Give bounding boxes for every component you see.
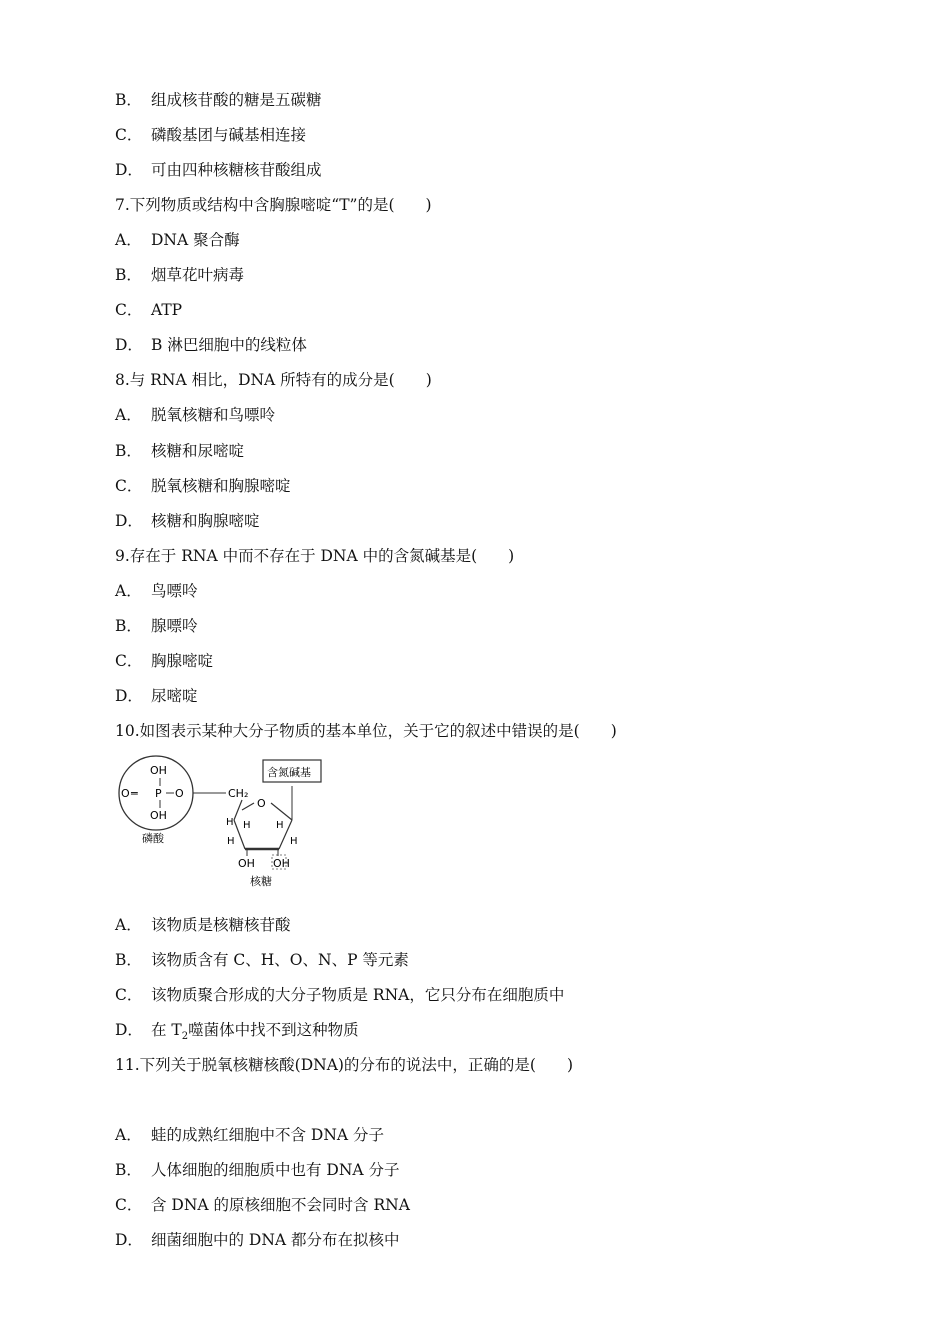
sugar-oh-right: OH <box>273 857 290 870</box>
sugar-oh-left: OH <box>238 857 255 870</box>
option-letter: A． <box>115 231 142 249</box>
option-text: 尿嘧啶 <box>151 687 198 705</box>
option-text: 烟草花叶病毒 <box>151 266 245 284</box>
option-text: 脱氧核糖和鸟嘌呤 <box>151 406 276 424</box>
ring-bond <box>234 800 242 820</box>
nucleotide-figure <box>112 752 332 892</box>
q7-option-c <box>115 300 182 320</box>
q10-option-c <box>115 985 564 1005</box>
option-letter: D． <box>115 161 143 179</box>
option-text: 蛙的成熟红细胞中不含 DNA 分子 <box>151 1126 385 1144</box>
q10-option-b <box>115 950 409 970</box>
option-text: 胸腺嘧啶 <box>151 652 214 670</box>
option-text: ATP <box>151 301 183 319</box>
option-letter: C． <box>115 477 143 495</box>
question-stem: 8.与 RNA 相比，DNA 所特有的成分是( ) <box>115 371 432 389</box>
option-text: 磷酸基团与碱基相连接 <box>151 126 307 144</box>
option-text: DNA 聚合酶 <box>151 231 240 249</box>
q7-stem <box>115 195 432 215</box>
option-text-sub: 2 <box>181 1031 189 1043</box>
option-text: 人体细胞的细胞质中也有 DNA 分子 <box>151 1161 400 1179</box>
option-letter: D． <box>115 1231 143 1249</box>
phosphate-double-bond: ═ <box>131 787 138 800</box>
q10-option-a <box>115 915 291 935</box>
option-text: 该物质是核糖核苷酸 <box>151 916 291 934</box>
ring-oxygen: O <box>257 797 266 810</box>
q9-option-a <box>115 581 198 601</box>
option-letter: B． <box>115 617 142 635</box>
option-text: 组成核苷酸的糖是五碳糖 <box>151 91 322 109</box>
option-text: B 淋巴细胞中的线粒体 <box>151 336 307 354</box>
option-letter: D． <box>115 512 143 530</box>
q11-option-b <box>115 1160 400 1180</box>
option-letter: C． <box>115 1196 143 1214</box>
option-letter: B． <box>115 951 142 969</box>
ring-h: H <box>276 820 284 831</box>
option-text: 腺嘌呤 <box>151 617 198 635</box>
q9-option-b <box>115 616 198 636</box>
q9-option-d <box>115 686 198 706</box>
q8-option-d <box>115 511 260 531</box>
phosphate-oh-top: OH <box>150 764 167 777</box>
option-letter: C． <box>115 126 143 144</box>
phosphate-o-right: O <box>175 787 184 800</box>
phosphate-oh-bottom: OH <box>150 809 167 822</box>
option-text: 该物质含有 C、H、O、N、P 等元素 <box>151 951 409 969</box>
option-letter: D． <box>115 336 143 354</box>
option-text: 核糖和胸腺嘧啶 <box>151 512 260 530</box>
q11-option-c <box>115 1195 410 1215</box>
q6-option-c <box>115 125 306 145</box>
q10-option-d <box>115 1020 359 1047</box>
option-text: 该物质聚合形成的大分子物质是 RNA，它只分布在细胞质中 <box>151 986 565 1004</box>
q9-option-c <box>115 651 213 671</box>
sugar-label: 核糖 <box>250 875 272 888</box>
q8-option-a <box>115 405 275 425</box>
ring-bond <box>271 803 292 820</box>
option-letter: B． <box>115 91 142 109</box>
option-text: 脱氧核糖和胸腺嘧啶 <box>151 477 291 495</box>
option-text: 含 DNA 的原核细胞不会同时含 RNA <box>151 1196 410 1214</box>
q11-stem <box>115 1055 573 1075</box>
option-text: 可由四种核糖核苷酸组成 <box>151 161 322 179</box>
question-stem: 9.存在于 RNA 中而不存在于 DNA 中的含氮碱基是( ) <box>115 547 515 565</box>
option-text: 核糖和尿嘧啶 <box>151 442 245 460</box>
sugar-ch2: CH₂ <box>228 787 249 800</box>
option-text-pre: 在 T <box>151 1021 182 1039</box>
option-letter: D． <box>115 1021 143 1039</box>
option-letter: A． <box>115 406 142 424</box>
option-letter: A． <box>115 582 142 600</box>
q10-stem <box>115 721 617 741</box>
nucleotide-diagram <box>112 752 332 892</box>
question-stem: 11.下列关于脱氧核糖核酸(DNA)的分布的说法中，正确的是( ) <box>115 1056 574 1074</box>
q6-option-d <box>115 160 322 180</box>
ring-bond <box>242 803 254 810</box>
phosphate-o-left: O <box>121 787 130 800</box>
q8-stem <box>115 370 432 390</box>
option-letter: B． <box>115 442 142 460</box>
q11-option-a <box>115 1125 384 1145</box>
option-letter: C． <box>115 301 143 319</box>
question-stem: 7.下列物质或结构中含胸腺嘧啶“T”的是( ) <box>115 196 432 214</box>
option-letter: C． <box>115 652 143 670</box>
q11-option-d <box>115 1230 400 1250</box>
option-letter: B． <box>115 266 142 284</box>
ring-h: H <box>227 836 235 847</box>
option-text: 细菌细胞中的 DNA 都分布在拟核中 <box>151 1231 400 1249</box>
option-letter: A． <box>115 916 142 934</box>
ring-h: H <box>290 836 298 847</box>
ring-h: H <box>243 820 251 831</box>
option-letter: C． <box>115 986 143 1004</box>
question-stem: 10.如图表示某种大分子物质的基本单位，关于它的叙述中错误的是( ) <box>115 722 617 740</box>
q8-option-b <box>115 441 244 461</box>
phosphate-p: P <box>155 787 162 800</box>
base-label: 含氮碱基 <box>267 766 311 779</box>
q7-option-d <box>115 335 307 355</box>
q9-stem <box>115 546 514 566</box>
q7-option-a <box>115 230 240 250</box>
ring-h: H <box>226 817 234 828</box>
option-letter: A． <box>115 1126 142 1144</box>
q8-option-c <box>115 476 291 496</box>
q7-option-b <box>115 265 244 285</box>
option-text: 鸟嘌呤 <box>151 582 198 600</box>
phosphate-label: 磷酸 <box>142 832 164 845</box>
option-letter: D． <box>115 687 143 705</box>
option-letter: B． <box>115 1161 142 1179</box>
q6-option-b <box>115 90 322 110</box>
option-text-post: 噬菌体中找不到这种物质 <box>188 1021 359 1039</box>
